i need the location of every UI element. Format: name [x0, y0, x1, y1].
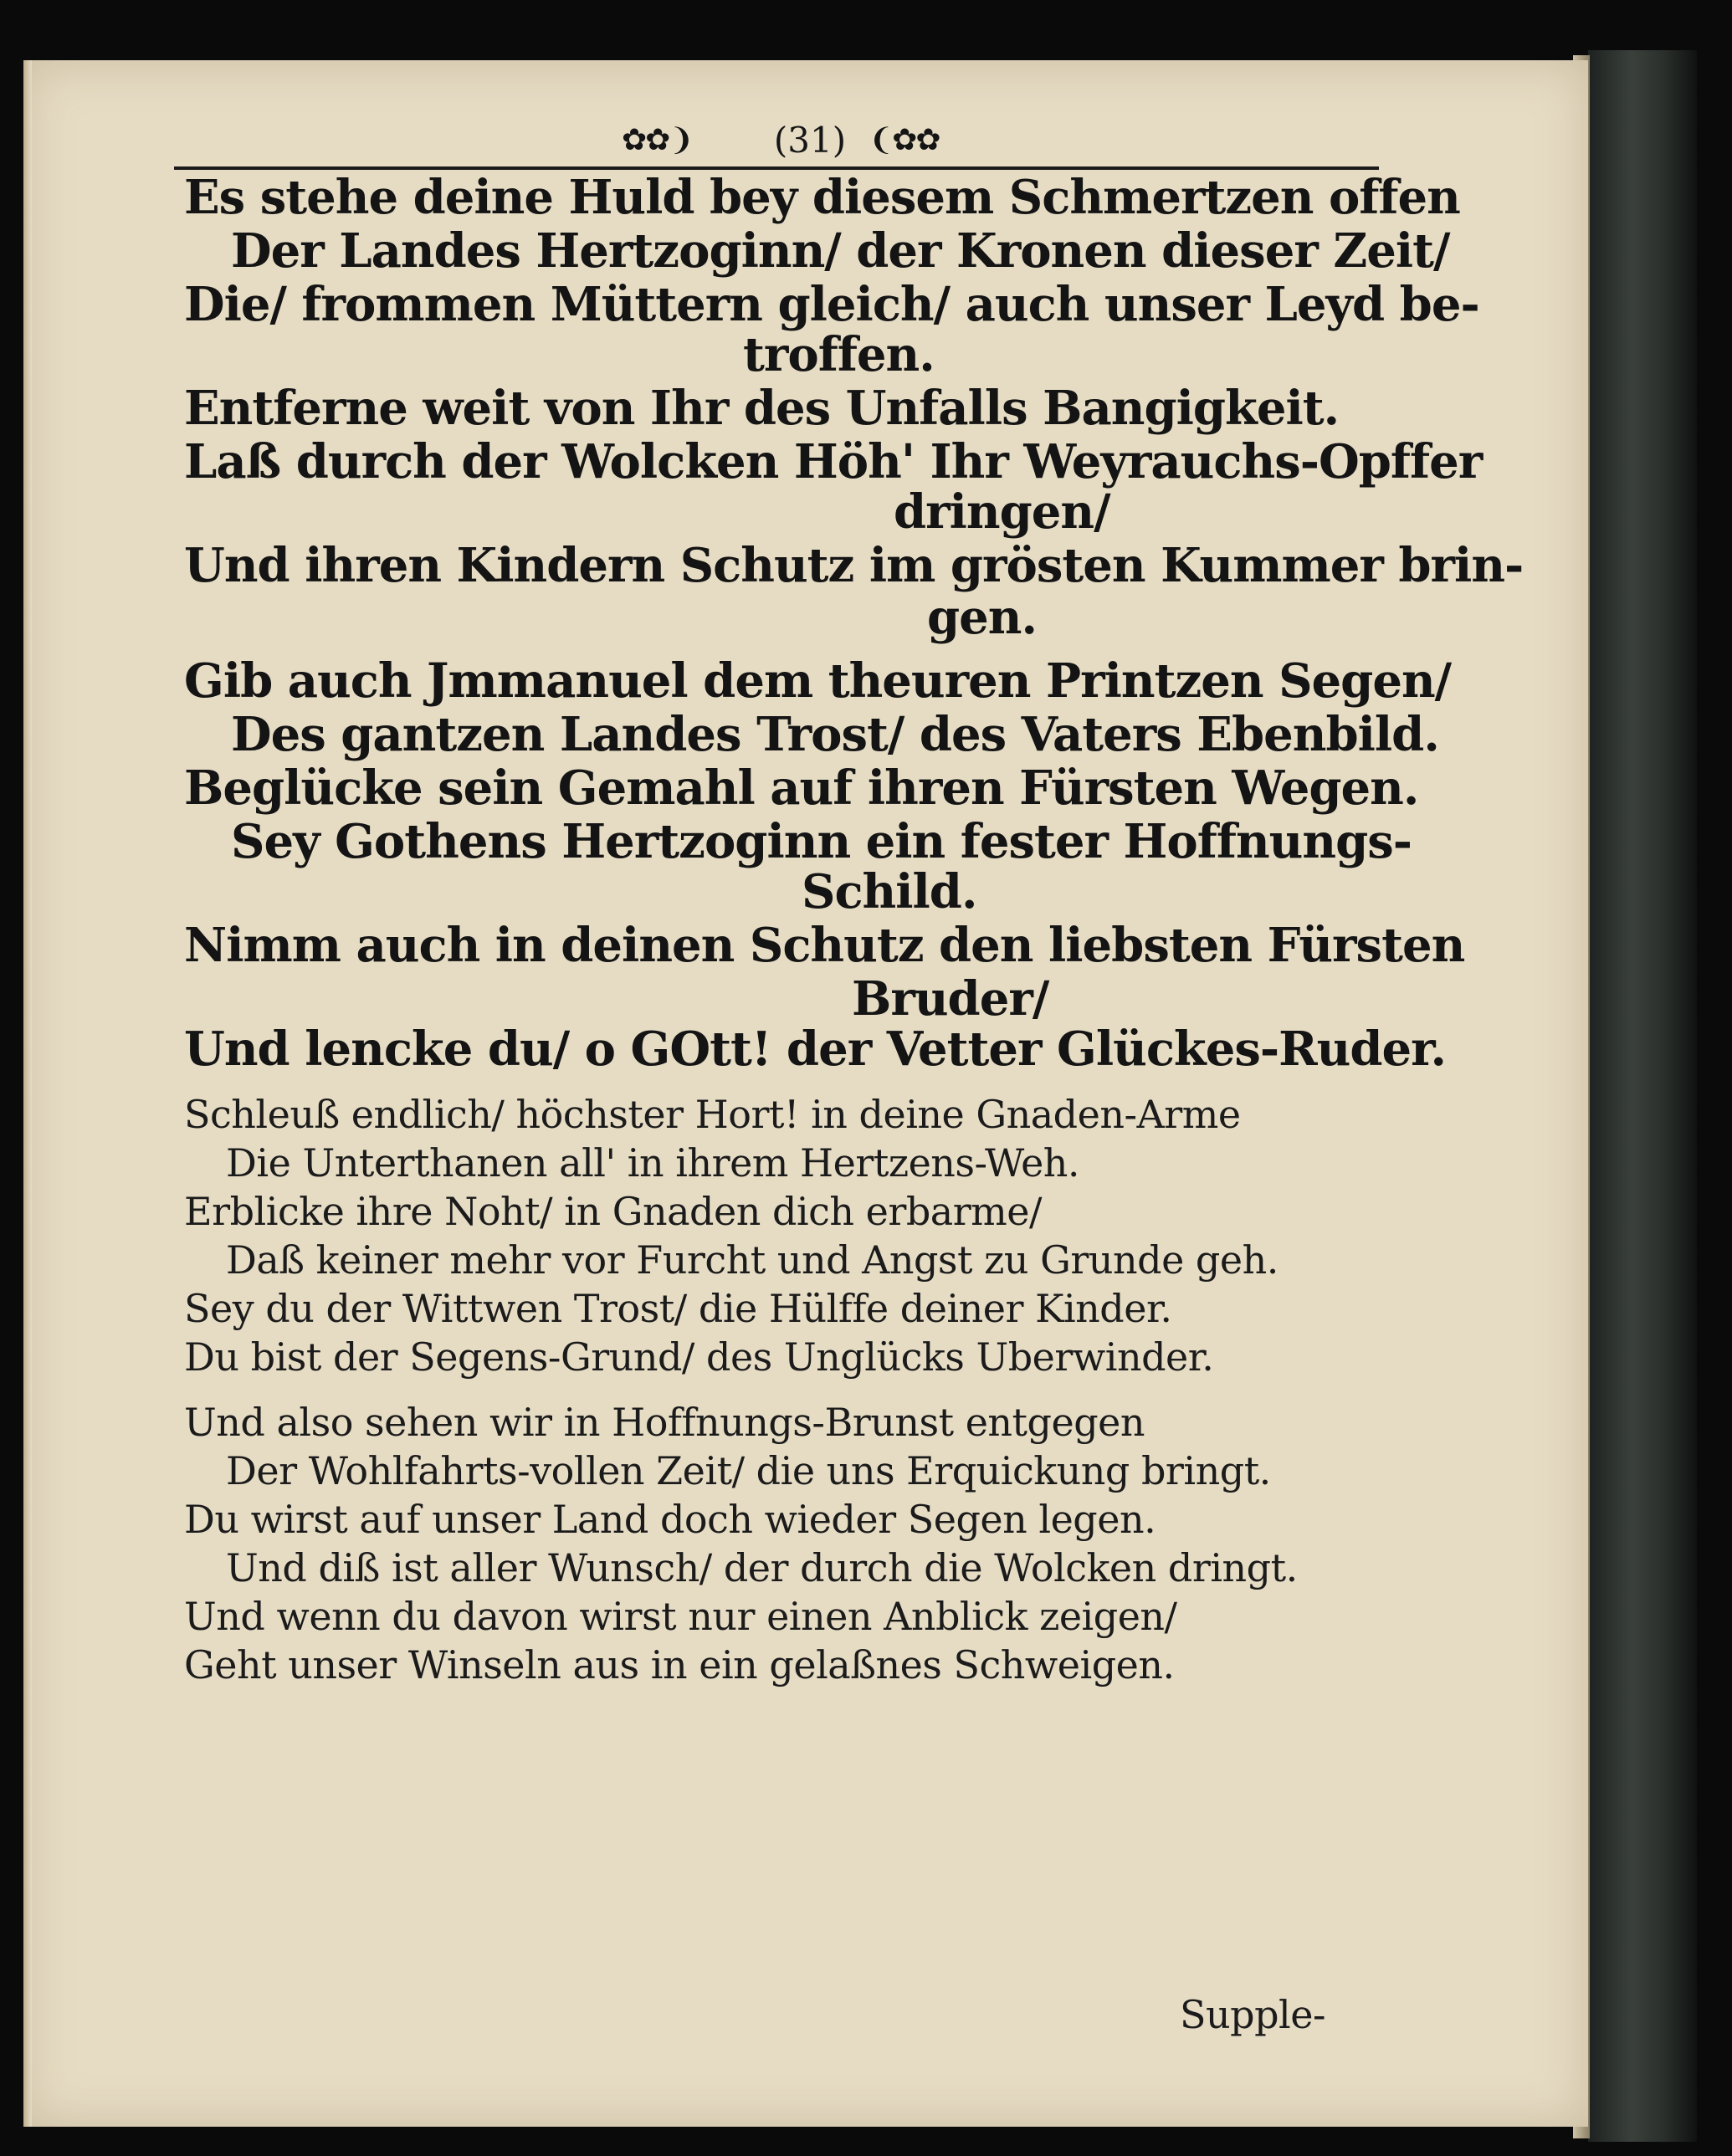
verse-line: Es stehe deine Huld bey diesem Schmertzen offen	[184, 170, 1460, 225]
verse-line: Laß durch der Wolcken Höh' Ihr Weyrauchs-Opffer	[184, 434, 1483, 489]
page-fold-shadow	[23, 60, 32, 2127]
verse-line: Daß keiner mehr vor Furcht und Angst zu Grunde geh.	[226, 1237, 1279, 1283]
book-spine	[1588, 50, 1697, 2142]
verse-line: Erblicke ihre Noht/ in Gnaden dich erbarme/	[184, 1189, 1043, 1234]
verse-line: Sey du der Wittwen Trost/ die Hülffe deiner Kinder.	[184, 1286, 1172, 1331]
verse-line: gen.	[927, 590, 1037, 645]
verse-line: Des gantzen Landes Trost/ des Vaters Ebenbild.	[231, 707, 1439, 762]
ornament-left: ✿✿❩	[622, 123, 693, 157]
verse-line: Der Landes Hertzoginn/ der Kronen dieser Zeit/	[231, 223, 1450, 279]
verse-line: Und diß ist aller Wunsch/ der durch die Wolcken dringt.	[226, 1545, 1298, 1590]
verse-line: troffen.	[743, 327, 935, 382]
page-number: (31)	[773, 120, 847, 161]
verse-line: Du bist der Segens-Grund/ des Unglücks Uberwinder.	[184, 1334, 1214, 1380]
verse-line: Nimm auch in deinen Schutz den liebsten Fürsten	[184, 918, 1465, 973]
page-header	[23, 119, 1588, 169]
verse-line: Und also sehen wir in Hoffnungs-Brunst entgegen	[184, 1400, 1145, 1445]
verse-line: Die Unterthanen all' in ihrem Hertzens-Weh.	[226, 1140, 1080, 1186]
catchword: Supple-	[1180, 1992, 1326, 2037]
verse-line: Du wirst auf unser Land doch wieder Segen legen.	[184, 1497, 1156, 1542]
verse-line: Gib auch Jmmanuel dem theuren Printzen Segen/	[184, 653, 1452, 709]
verse-line: Schild.	[802, 864, 977, 919]
verse-line: Bruder/	[852, 971, 1049, 1027]
verse-line: Und wenn du davon wirst nur einen Anblick zeigen/	[184, 1594, 1177, 1639]
verse-line: dringen/	[894, 484, 1110, 540]
verse-line: Sey Gothens Hertzoginn ein fester Hoffnungs-	[231, 814, 1412, 869]
verse-line: Entferne weit von Ihr des Unfalls Bangigkeit.	[184, 381, 1340, 436]
verse-line: Der Wohlfahrts-vollen Zeit/ die uns Erquickung bringt.	[226, 1448, 1271, 1493]
verse-line: Und lencke du/ o GOtt! der Vetter Glückes-Ruder.	[184, 1022, 1447, 1077]
ornament-right: ❨✿✿	[869, 123, 940, 157]
book-page	[23, 60, 1588, 2127]
verse-line: Schleuß endlich/ höchster Hort! in deine Gnaden-Arme	[184, 1092, 1241, 1137]
verse-line: Geht unser Winseln aus in ein gelaßnes Schweigen.	[184, 1642, 1175, 1687]
verse-line: Und ihren Kindern Schutz im grösten Kummer brin-	[184, 538, 1524, 593]
verse-line: Die/ frommen Müttern gleich/ auch unser Leyd be-	[184, 277, 1479, 332]
verse-line: Beglücke sein Gemahl auf ihren Fürsten Wegen.	[184, 760, 1419, 816]
